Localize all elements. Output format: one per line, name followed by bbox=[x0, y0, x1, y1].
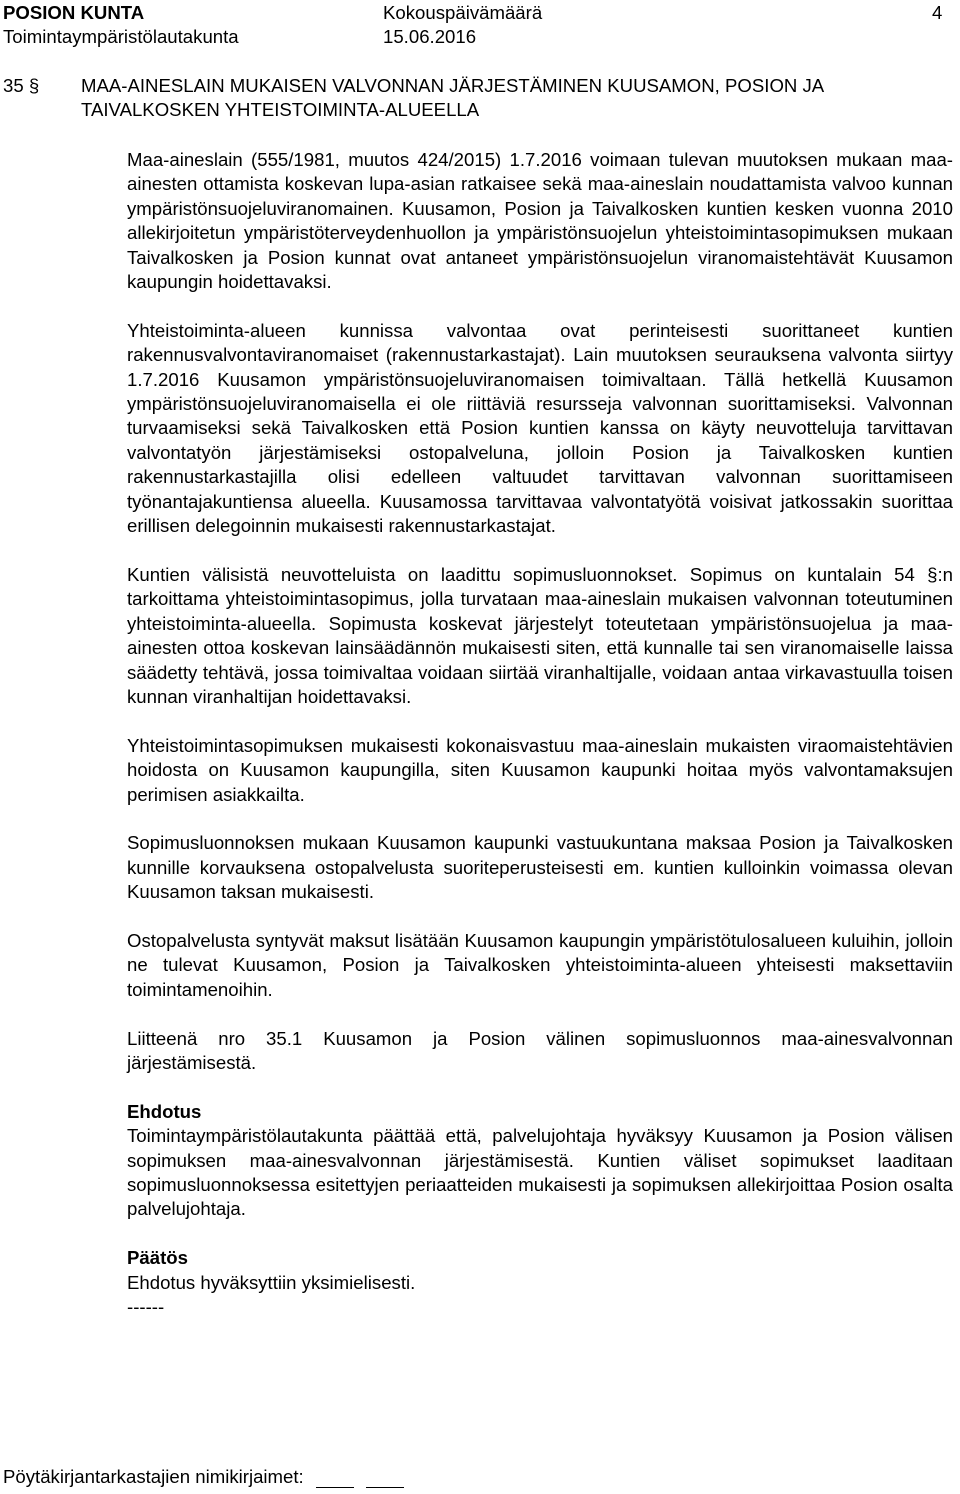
paragraph-negotiations: Kuntien välisistä neuvotteluista on laadittu sopimusluonnokset. Sopimus on kuntalain 54 §:n tarkoittama yhteistoimintasopimus, jolla turvataan maa-aineslain mukaisen valvonnan toteutuminen yhteistoiminta-alueella. Sopimusta koskevat järjestelyt toteutetaan ympäristönsuojelua ja maa-ainesten ottoa koskevan lainsäädännön mukaisesti siten, että kunnalle tai sen viranomaiselle laissa säädetty tehtävä, jossa toimivaltaa voidaan siirtää viranhaltijalle, voidaan antaa virkavastuulla toisen kunnan viranhaltijan hoidettavaksi. bbox=[127, 563, 953, 707]
paragraph-responsibility: Yhteistoimintasopimuksen mukaisesti kokonaisvastuu maa-aineslain mukaisten viraomaistehtävien hoidosta on Kuusamon kaupungilla, siten Kuusamon kaupunki hoitaa myös valvontamaksujen perimisen asiakkailta. bbox=[127, 734, 953, 805]
section-number: 35 § bbox=[3, 75, 40, 96]
end-mark: ------ bbox=[127, 1295, 165, 1317]
paragraph-compensation: Sopimusluonnoksen mukaan Kuusamon kaupunki vastuukuntana maksaa Posion ja Taivalkosken kunnille korvauksena ostopalvelusta suoriteperusteisesti em. kuntien kulloinkin voimassa olevan Kuusamon taksan mukaisesti. bbox=[127, 832, 953, 903]
page-number: 4 bbox=[932, 2, 943, 23]
paragraph-supervision: Yhteistoiminta-alueen kunnissa valvontaa ovat perinteisesti suorittaneet kuntien rakennusvalvontaviranomaiset (rakennustarkastajat). Lain muutoksen seurauksena valvonta siirtyy 1.7.2016 Kuusamon ympäristönsuojeluviranomaisen toimivaltaan. Tällä hetkellä Kuusamon ympäristönsuojeluviranomaisella ei ole riittäviä resursseja valvonnan suorittamiseksi. Valvonnan turvaamiseksi sekä Taivalkosken että Posion kuntien kanssa on käyty neuvotteluja tarvittavan valvontatyön järjestämiseksi ostopalveluna, jolloin Posion ja Taivalkosken kuntien rakennustarkastajilla olisi edelleen valtuudet tarvittavan valvonnan suorittamiseen työnantajakuntiensa alueella. Kuusamossa tarvittavaa valvontatyötä voisivat jatkossakin suorittaa erillisen delegoinnin mukaisesti rakennustarkastajat. bbox=[127, 319, 953, 537]
meeting-date-label: Kokouspäivämäärä bbox=[383, 2, 543, 23]
proposal-text: Toimintaympäristölautakunta päättää että, palvelujohtaja hyväksyy Kuusamon ja Posion välisen sopimuksen maa-ainesvalvonnan järjestämisestä. Kuntien väliset sopimukset laaditaan sopimusluonnoksessa esitettyjen periaatteiden mukaisesti ja sopimuksen allekirjoittaa Posion osalta palvelujohtaja. bbox=[127, 1125, 953, 1220]
footer-signature-area bbox=[3, 1466, 404, 1488]
paragraph-attachment: Liitteenä nro 35.1 Kuusamon ja Posion välinen sopimusluonnos maa-ainesvalvonnan järjestämisestä. bbox=[127, 1027, 953, 1073]
decision-heading: Päätös bbox=[127, 1247, 188, 1269]
signature-line-2 bbox=[366, 1469, 404, 1488]
decision-text: Ehdotus hyväksyttiin yksimielisesti. bbox=[127, 1271, 416, 1293]
paragraph-costs: Ostopalvelusta syntyvät maksut lisätään Kuusamon kaupungin ympäristötulosalueen kuluihin, jolloin ne tulevat Kuusamon, Posion ja Taivalkosken yhteistoiminta-alueen yhteisesti maksettaviin toimintamenoihin. bbox=[127, 929, 953, 1000]
document-body bbox=[127, 148, 953, 1319]
proposal-heading: Ehdotus bbox=[127, 1100, 202, 1122]
municipality-name: POSION KUNTA bbox=[3, 2, 145, 23]
meeting-date: 15.06.2016 bbox=[383, 26, 477, 47]
board-name: Toimintaympäristölautakunta bbox=[3, 26, 239, 47]
paragraph-background: Maa-aineslain (555/1981, muutos 424/2015) 1.7.2016 voimaan tulevan muutoksen mukaan maa-ainesten ottamista koskevan lupa-asian ratkaisee sekä maa-aineslain noudattamista valvoo kunnan ympäristönsuojeluviranomainen. Kuusamon, Posion ja Taivalkosken kuntien kesken vuonna 2010 allekirjoitetun ympäristöterveydenhuollon ja ympäristönsuojelun yhteistoimintasopimuksen mukaan Taivalkosken ja Posion kunnat ovat antaneet ympäristönsuojelun viranomaistehtävät Kuusamon kaupungin hoidettavaksi. bbox=[127, 149, 953, 293]
section-title: MAA-AINESLAIN MUKAISEN VALVONNAN JÄRJESTÄMINEN KUUSAMON, POSION JA TAIVALKOSKEN YHTEISTOIMINTA-ALUEELLA bbox=[81, 75, 824, 120]
signature-line-1 bbox=[316, 1469, 354, 1488]
footer-label: Pöytäkirjantarkastajien nimikirjaimet: bbox=[3, 1466, 304, 1487]
